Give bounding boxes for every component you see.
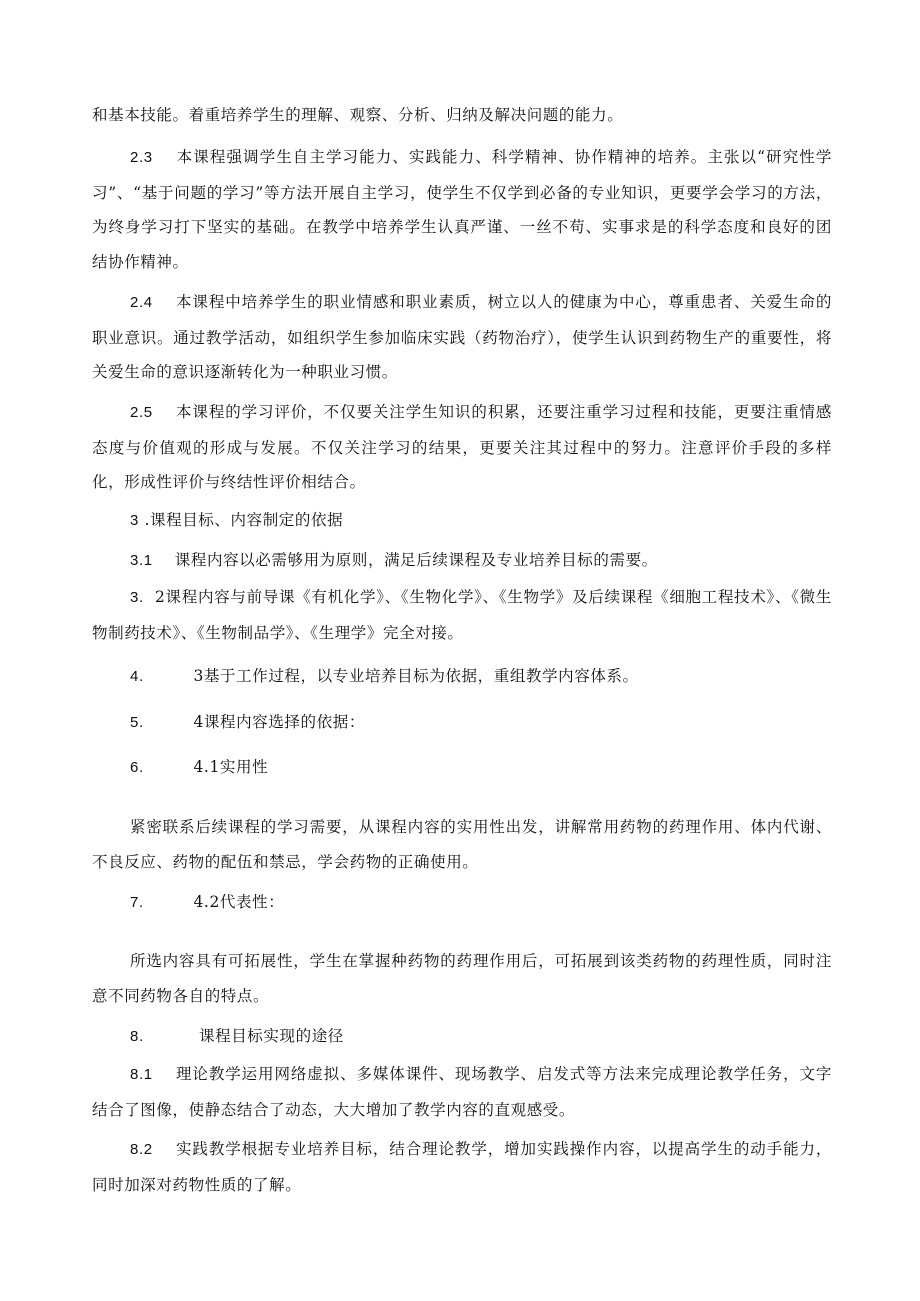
paragraph-8-1: [92, 1057, 832, 1127]
paragraph-text: 4.2代表性：: [193, 893, 285, 911]
heading-text: 课程目标实现的途径: [199, 1027, 344, 1045]
paragraph-6: [92, 750, 832, 785]
paragraph-text: 4.1实用性: [193, 758, 269, 776]
paragraph-text: 4课程内容选择的依据：: [193, 713, 365, 731]
section-number: 6.: [130, 759, 144, 776]
heading-text: .课程目标、内容制定的依据: [144, 511, 344, 529]
paragraph-text: 本课程的学习评价，不仅要关注学生知识的积累，还要注重学习过程和技能，更要注重情感态度与价值观的形成与发展。不仅关注学习的结果，更要关注其过程中的努力。注意评价手段的多样化，形成性评价与终结性评价相结合。: [92, 403, 832, 491]
section-number: 8.: [130, 1028, 144, 1045]
paragraph-text: 2课程内容与前导课《有机化学》、《生物化学》、《生物学》及后续课程《细胞工程技术》、《微生物制药技术》、《生物制品学》、《生理学》完全对接。: [92, 588, 832, 642]
paragraph-5: [92, 705, 832, 740]
section-number: 7.: [130, 894, 144, 911]
paragraph-representativeness: [92, 944, 832, 1013]
paragraph-8-2: [92, 1132, 832, 1202]
heading-8: [92, 1019, 832, 1054]
paragraph-text: 实践教学根据专业培养目标，结合理论教学，增加实践操作内容，以提高学生的动手能力，同时加深对药物性质的了解。: [92, 1140, 832, 1194]
paragraph-4: [92, 659, 832, 694]
section-number: 3.: [130, 589, 144, 606]
section-number: 8.2: [130, 1141, 153, 1158]
section-number: 3: [130, 512, 139, 529]
paragraph-text: 理论教学运用网络虚拟、多媒体课件、现场教学、启发式等方法来完成理论教学任务，文字结合了图像，使静态结合了动态，大大增加了教学内容的直观感受。: [92, 1065, 832, 1119]
paragraph-text: 和基本技能。着重培养学生的理解、观察、分析、归纳及解决问题的能力。: [92, 106, 624, 124]
paragraph-text: 所选内容具有可拓展性，学生在掌握种药物的药理作用后，可拓展到该类药物的药理性质，同时注意不同药物各自的特点。: [92, 952, 832, 1005]
paragraph-practicality: [92, 810, 832, 879]
section-number: 4.: [130, 668, 144, 685]
section-number: 8.1: [130, 1066, 153, 1083]
section-number: 2.3: [130, 149, 153, 166]
paragraph-3-2: [92, 580, 832, 650]
section-number: 2.5: [130, 404, 153, 421]
heading-3: [92, 503, 832, 538]
paragraph-text: 紧密联系后续课程的学习需要，从课程内容的实用性出发，讲解常用药物的药理作用、体内代谢、不良反应、药物的配伍和禁忌，学会药物的正确使用。: [92, 818, 832, 871]
paragraph-continuation: [92, 98, 832, 133]
paragraph-7: [92, 885, 832, 920]
paragraph-text: 本课程强调学生自主学习能力、实践能力、科学精神、协作精神的培养。主张以“研究性学习”、“基于问题的学习”等方法开展自主学习，使学生不仅学到必备的专业知识，更要学会学习的方法，为终身学习打下坚实的基础。在教学中培养学生认真严谨、一丝不苟、实事求是的科学态度和良好的团结协作精神。: [92, 148, 832, 271]
paragraph-2-4: [92, 285, 832, 390]
paragraph-2-3: [92, 140, 832, 279]
section-number: 2.4: [130, 294, 153, 311]
paragraph-text: 本课程中培养学生的职业情感和职业素质，树立以人的健康为中心，尊重患者、关爱生命的职业意识。通过教学活动，如组织学生参加临床实践（药物治疗），使学生认识到药物生产的重要性，将关爱生命的意识逐渐转化为一种职业习惯。: [92, 293, 832, 381]
paragraph-2-5: [92, 395, 832, 500]
section-number: 3.1: [130, 552, 153, 569]
paragraph-3-1: [92, 543, 832, 578]
paragraph-text: 3基于工作过程，以专业培养目标为依据，重组教学内容体系。: [193, 667, 639, 685]
section-number: 5.: [130, 714, 144, 731]
paragraph-text: 课程内容以必需够用为原则，满足后续课程及专业培养目标的需要。: [174, 551, 658, 569]
